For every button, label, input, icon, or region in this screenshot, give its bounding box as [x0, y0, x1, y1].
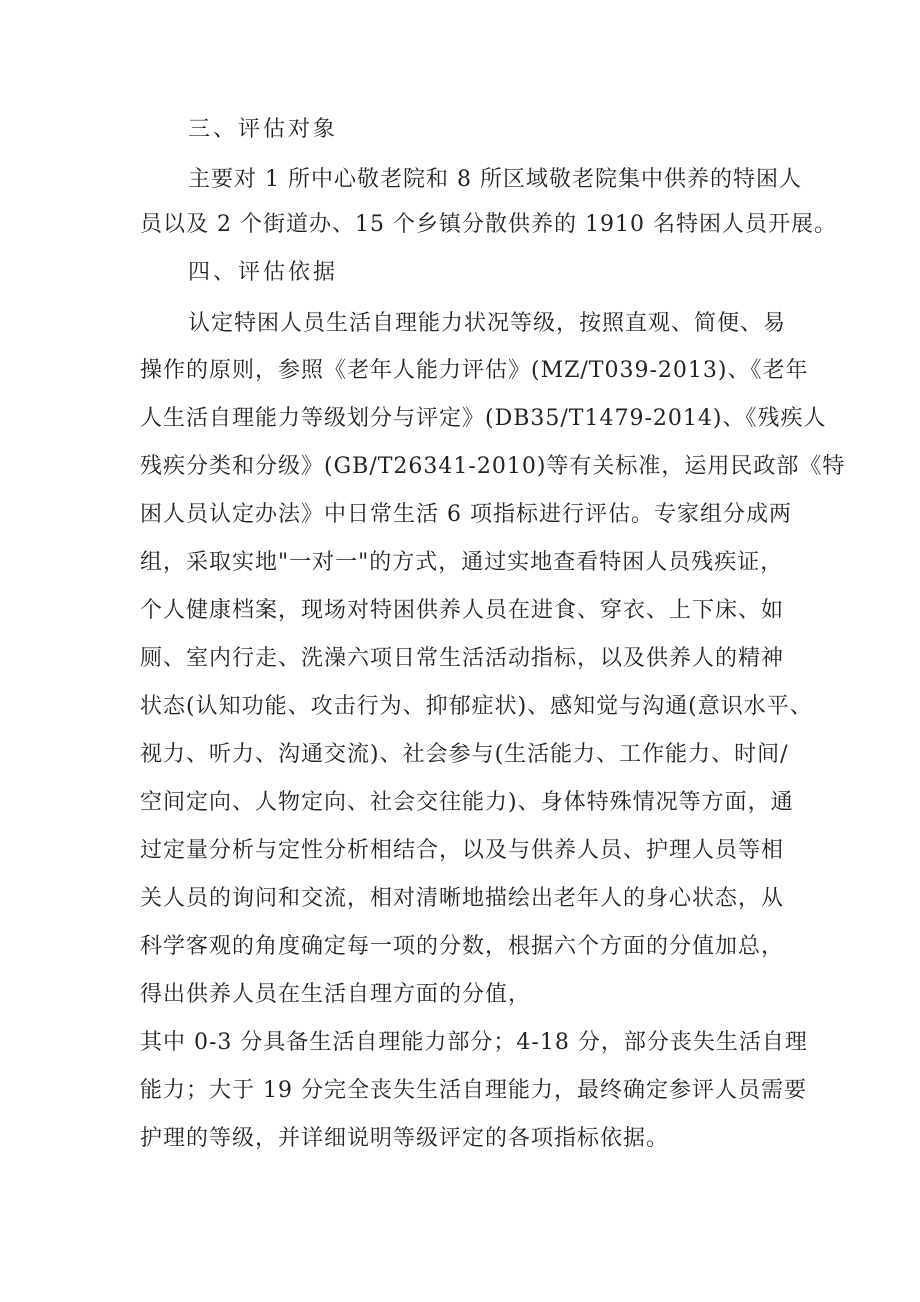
paragraph-line: 得出供养人员在生活自理方面的分值， [140, 982, 532, 1007]
paragraph-line: 主要对 1 所中心敬老院和 8 所区域敬老院集中供养的特困人 [188, 167, 802, 192]
paragraph-line: 其中 0-3 分具备生活自理能力部分；4-18 分，部分丧失生活自理 [140, 1030, 808, 1055]
paragraph-line: 个人健康档案，现场对特困供养人员在进食、穿衣、上下床、如 [140, 598, 785, 623]
paragraph-line: 视力、听力、沟通交流)、社会参与(生活能力、工作能力、时间/ [140, 742, 789, 767]
paragraph-line: 能力；大于 19 分完全丧失生活自理能力，最终确定参评人员需要 [140, 1078, 807, 1103]
section-3-heading: 三、评估对象 [188, 117, 339, 142]
paragraph-line: 困人员认定办法》中日常生活 6 项指标进行评估。专家组分成两 [140, 502, 792, 527]
paragraph-line: 过定量分析与定性分析相结合，以及与供养人员、护理人员等相 [140, 838, 785, 863]
paragraph-line: 关人员的询问和交流，相对清晰地描绘出老年人的身心状态，从 [140, 886, 785, 911]
paragraph-line: 空间定向、人物定向、社会交往能力)、身体特殊情况等方面，通 [140, 790, 794, 815]
paragraph-line: 科学客观的角度确定每一项的分数，根据六个方面的分值加总， [140, 934, 785, 959]
paragraph-line: 认定特困人员生活自理能力状况等级，按照直观、简便、易 [188, 311, 787, 336]
paragraph-line: 护理的等级，并详细说明等级评定的各项指标依据。 [140, 1126, 670, 1151]
paragraph-line: 残疾分类和分级》(GB/T26341-2010)等有关标准，运用民政部《特 [140, 454, 846, 479]
paragraph-line: 状态(认知功能、攻击行为、抑郁症状)、感知觉与沟通(意识水平、 [140, 694, 813, 719]
paragraph-line: 操作的原则，参照《老年人能力评估》(MZ/T039-2013)、《老年 [140, 358, 809, 383]
paragraph-line: 组，采取实地"一对一"的方式，通过实地查看特困人员残疾证， [140, 550, 784, 575]
paragraph-line: 人生活自理能力等级划分与评定》(DB35/T1479-2014)、《残疾人 [140, 406, 827, 431]
paragraph-line: 员以及 2 个街道办、15 个乡镇分散供养的 1910 名特困人员开展。 [140, 212, 837, 237]
section-4-heading: 四、评估依据 [188, 260, 339, 285]
paragraph-line: 厕、室内行走、洗澡六项日常生活活动指标，以及供养人的精神 [140, 646, 785, 671]
